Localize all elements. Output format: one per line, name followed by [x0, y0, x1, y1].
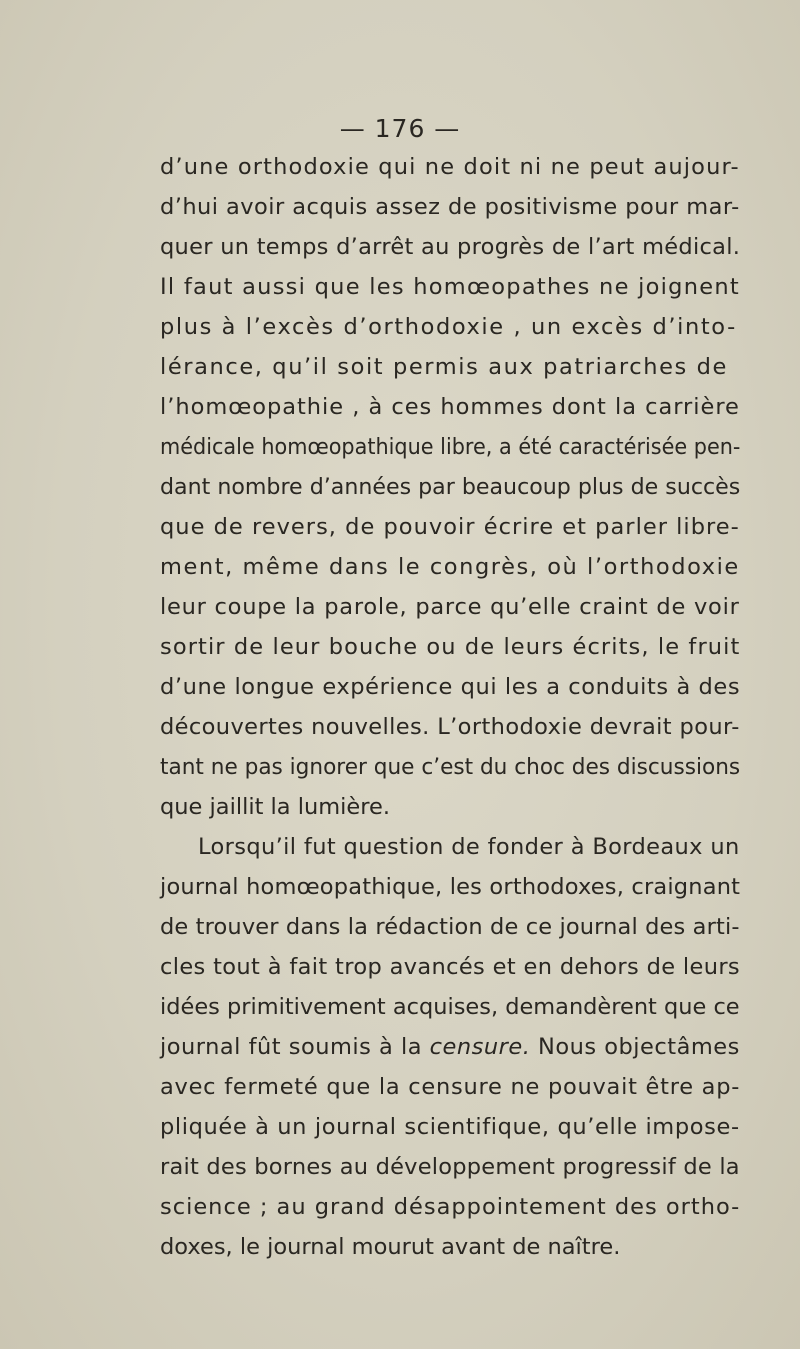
text-line-1: d’une orthodoxie qui ne doit ni ne peut aujour-	[160, 154, 740, 180]
text-line-15: découvertes nouvelles. L’orthodoxie devrait pour-	[160, 714, 740, 740]
text-line-12: leur coupe la parole, parce qu’elle craint de voir	[160, 594, 740, 620]
text-line-5: plus à l’excès d’orthodoxie , un excès d’into-	[160, 314, 737, 340]
text-line-14: d’une longue expérience qui les a conduits à des	[160, 674, 741, 700]
text-line-2: d’hui avoir acquis assez de positivisme pour mar-	[160, 194, 740, 220]
text-line-10: que de revers, de pouvoir écrire et parler libre-	[160, 514, 740, 540]
text-line-27: science ; au grand désappointement des ortho-	[160, 1194, 741, 1220]
text-line-16: tant ne pas ignorer que c’est du choc des discussions	[160, 754, 741, 780]
text-line-13: sortir de leur bouche ou de leurs écrits, le fruit	[160, 634, 741, 660]
text-line-11: ment, même dans le congrès, où l’orthodoxie	[160, 554, 740, 580]
text-line-4: Il faut aussi que les homœopathes ne joignent	[160, 274, 740, 300]
text-line-28: doxes, le journal mourut avant de naître.	[160, 1234, 621, 1260]
text-line-23-end: Nous objectâmes	[538, 1034, 740, 1060]
text-line-6: lérance, qu’il soit permis aux patriarches de	[160, 354, 728, 380]
text-line-23	[160, 1036, 740, 1059]
text-line-23-start: journal fût soumis à la	[160, 1034, 423, 1060]
text-line-8: médicale homœopathique libre, a été caractérisée pen-	[160, 434, 741, 460]
text-line-22: idées primitivement acquises, demandèrent que ce	[160, 994, 740, 1020]
censure-emphasis: censure.	[429, 1034, 531, 1060]
text-line-24: avec fermeté que la censure ne pouvait être ap-	[160, 1074, 741, 1100]
text-line-21: cles tout à fait trop avancés et en dehors de leurs	[160, 954, 741, 980]
text-line-18: Lorsqu’il fut question de fonder à Bordeaux un	[198, 834, 740, 860]
text-line-19: journal homœopathique, les orthodoxes, craignant	[160, 874, 741, 900]
text-line-9: dant nombre d’années par beaucoup plus de succès	[160, 474, 741, 500]
text-line-26: rait des bornes au développement progressif de la	[160, 1154, 740, 1180]
text-line-20: de trouver dans la rédaction de ce journal des arti-	[160, 914, 740, 940]
text-line-3: quer un temps d’arrêt au progrès de l’art médical.	[160, 234, 741, 260]
text-line-7: l’homœopathie , à ces hommes dont la carrière	[160, 394, 740, 420]
text-line-17: que jaillit la lumière.	[160, 794, 391, 820]
page-number: — 176 —	[339, 114, 461, 143]
text-line-25: pliquée à un journal scientifique, qu’elle impose-	[160, 1114, 740, 1140]
